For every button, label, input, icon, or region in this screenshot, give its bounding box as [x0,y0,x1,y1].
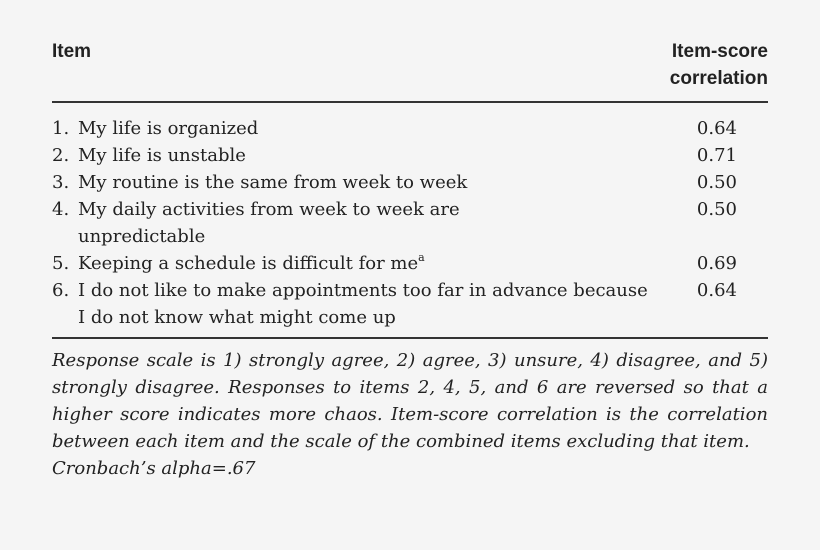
item-text-content: My routine is the same from week to week [78,172,468,193]
table-row [52,277,768,331]
item-number: 1. [52,118,70,139]
item-text [78,142,648,169]
table-row [52,250,768,277]
item-number: 2. [52,145,70,166]
item-text-content: Keeping a schedule is difficult for me [78,253,419,274]
item-text [78,196,508,250]
item-number: 5. [52,253,70,274]
item-text-content: I do not like to make appointments too far in advance because I do not know what might come up [78,280,648,328]
item-score-correlation: 0.50 [696,172,737,193]
item-score-correlation: 0.64 [696,118,737,139]
item-number: 4. [52,199,70,220]
correlation-column-header [670,38,768,92]
item-text-content: My daily activities from week to week are unpredictable [78,199,460,247]
item-text-content: My life is organized [78,118,259,139]
footnote-marker: a [418,251,425,264]
table-row [52,115,768,142]
cronbach-alpha: Cronbach’s alpha=.67 [52,458,256,479]
correlation-header-line2: correlation [669,68,768,89]
table-body [52,103,768,337]
item-number: 6. [52,280,70,301]
item-text-content: My life is unstable [78,145,246,166]
item-text [78,250,648,277]
item-text [78,115,648,142]
item-text [78,277,648,331]
item-number: 3. [52,172,70,193]
table-row [52,196,768,250]
correlation-header-line1: Item-score [671,41,768,62]
table-header [52,28,768,101]
item-score-correlation: 0.69 [696,253,737,274]
item-column-header: Item [52,41,92,62]
item-score-correlation: 0.50 [696,199,737,220]
footer-rule [52,337,768,339]
item-score-correlation: 0.64 [696,280,737,301]
item-text [78,169,648,196]
table-row [52,169,768,196]
table-note: Response scale is 1) strongly agree, 2) agree, 3) unsure, 4) disagree, and 5) strongly disagree. Responses to items 2, 4, 5, and 6 are reversed so that a higher score indicates more chaos. Item-score correlation is the correlation between each item and the scale of the combined items excluding that item. [52,350,768,452]
table-row [52,142,768,169]
item-table [52,28,768,482]
item-score-correlation: 0.71 [696,145,737,166]
